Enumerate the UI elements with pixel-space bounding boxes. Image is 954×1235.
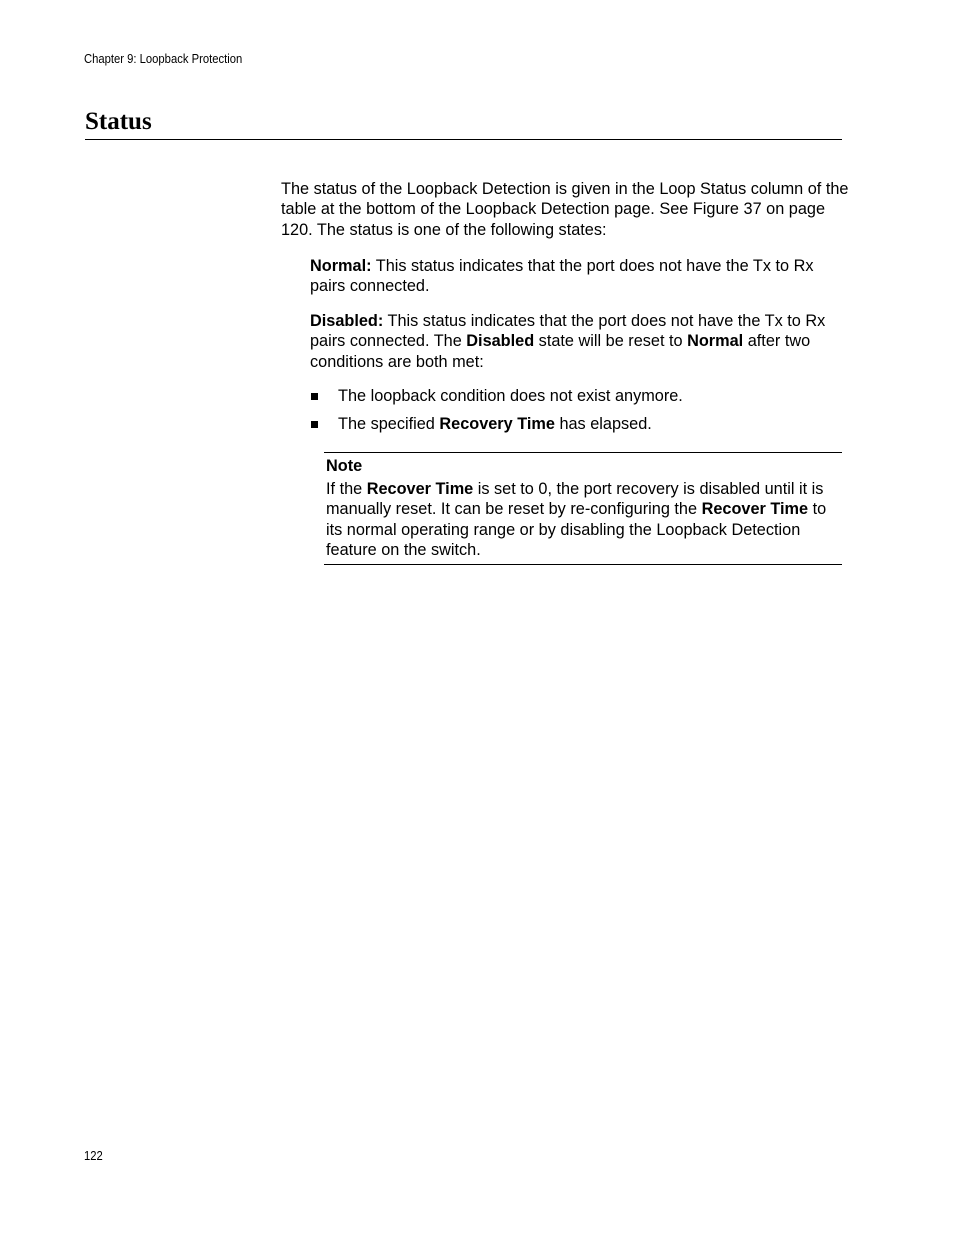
disabled-description-part: state will be reset to [534, 332, 688, 351]
condition-text: The specified [338, 415, 440, 433]
conditions-list [310, 386, 850, 442]
disabled-state-definition [310, 311, 850, 372]
normal-state-definition [310, 256, 850, 297]
disabled-term: Disabled: [310, 312, 384, 330]
section-title: Status [85, 108, 152, 135]
normal-description: This status indicates that the port does not have the Tx to Rx pairs connected. [310, 257, 814, 296]
recovery-time-term: Recovery Time [439, 415, 555, 433]
condition-text: The loopback condition does not exist anymore. [338, 387, 683, 405]
recover-time-term: Recover Time [366, 480, 474, 498]
disabled-bold-term: Disabled [466, 332, 535, 351]
normal-bold-term: Normal [687, 332, 744, 351]
normal-term: Normal: [310, 257, 372, 275]
note-text-part: is set to 0, the port recovery is disabled until it is manually reset. It can be reset by re-configuring the [326, 480, 824, 519]
note-text-part: to its normal operating range or by disabling the Loopback Detection feature on the switch. [326, 500, 827, 559]
square-bullet-icon [311, 421, 318, 428]
disabled-description-part: This status indicates that the port does not have the Tx to Rx pairs connected. The [310, 312, 826, 351]
title-rule [85, 139, 842, 140]
note-text [326, 479, 841, 560]
note-box [324, 452, 842, 565]
page-number: 122 [84, 1149, 103, 1163]
condition-text: has elapsed. [554, 415, 652, 433]
note-text-part: If the [326, 480, 367, 498]
intro-paragraph: The status of the Loopback Detection is given in the Loop Status column of the table at the bottom of the Loopback Detection page. See Figure 37 on page 120. The status is one of the following states: [281, 180, 849, 239]
running-header: Chapter 9: Loopback Protection [84, 52, 243, 66]
list-item [310, 386, 850, 414]
square-bullet-icon [311, 393, 318, 400]
disabled-description-part: after two conditions are both met: [310, 332, 811, 371]
list-item [310, 414, 850, 442]
recover-time-term: Recover Time [701, 500, 809, 519]
note-heading: Note [326, 457, 363, 475]
